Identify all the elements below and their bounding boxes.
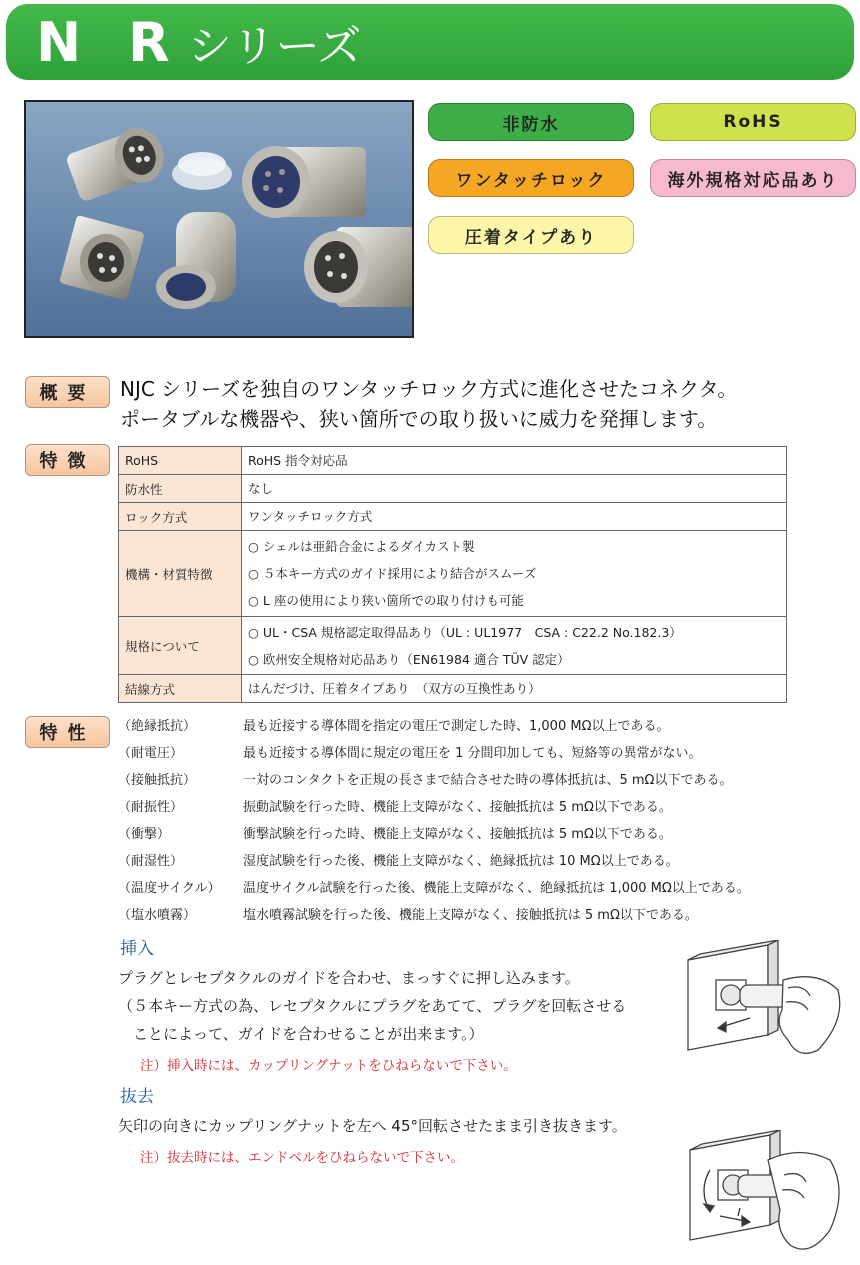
property-key: （衝撃） — [118, 827, 171, 842]
insertion-note: 注）挿入時には、カップリングナットをひねらないで下さい。 — [140, 1058, 517, 1074]
feature-key: 機構・材質特徴 — [119, 531, 242, 617]
badge-crimp-type: 圧着タイプあり — [428, 216, 634, 254]
feature-bullet: ○ UL・CSA 規格認定取得品あり（UL : UL1977 CSA : C22.2 No.182.3） — [248, 624, 682, 640]
feature-bullet: ○ 欧州安全規格対応品あり（EN61984 適合 TÜV 認定） — [248, 651, 570, 667]
feature-value — [242, 531, 787, 617]
insertion-line-3: ことによって、ガイドを合わせることが出来ます。） — [118, 1025, 484, 1043]
feature-value: ワンタッチロック方式 — [242, 503, 787, 531]
insertion-illustration — [678, 940, 848, 1074]
feature-value: はんだづけ、圧着タイプあり （双方の互換性あり） — [242, 675, 787, 703]
property-value: 一対のコンタクトを正規の長さまで結合させた時の導体抵抗は、5 mΩ以下である。 — [243, 773, 733, 788]
overview-label: 概要 — [25, 376, 110, 408]
table-row — [119, 475, 787, 503]
property-value: 塩水噴霧試験を行った後、機能上支障がなく、接触抵抗は 5 mΩ以下である。 — [243, 908, 698, 923]
list-item — [118, 738, 848, 765]
insertion-line-2: （５本キー方式の為、レセプタクルにプラグをあてて、プラグを回転させる — [118, 997, 627, 1015]
features-label: 特徴 — [25, 444, 110, 476]
list-item — [118, 873, 848, 900]
feature-key: ロック方式 — [119, 503, 242, 531]
feature-bullet: ○ L 座の使用により狭い箇所での取り付けも可能 — [248, 593, 524, 608]
removal-note: 注）抜去時には、エンドベルをひねらないで下さい。 — [140, 1150, 464, 1166]
feature-value: RoHS 指令対応品 — [242, 447, 787, 475]
badge-rohs: RoHS — [650, 103, 856, 141]
table-row — [119, 447, 787, 475]
feature-key: 規格について — [119, 617, 242, 675]
title-series: シリーズ — [187, 21, 362, 72]
feature-key: 結線方式 — [119, 675, 242, 703]
list-item — [118, 711, 848, 738]
property-value: 温度サイクル試験を行った後、機能上支障がなく、絶縁抵抗は 1,000 MΩ以上である。 — [243, 881, 750, 896]
property-key: （絶縁抵抗） — [118, 719, 197, 734]
badge-overseas-standard: 海外規格対応品あり — [650, 159, 856, 197]
property-key: （接触抵抗） — [118, 773, 197, 788]
features-table — [118, 446, 787, 703]
title-bar — [6, 4, 854, 80]
table-row — [119, 531, 787, 617]
removal-heading: 抜去 — [120, 1087, 154, 1107]
properties-label: 特性 — [25, 716, 110, 748]
insertion-text — [118, 964, 626, 1048]
property-key: （耐電圧） — [118, 746, 184, 761]
property-key: （耐振性） — [118, 800, 184, 815]
property-value: 振動試験を行った時、機能上支障がなく、接触抵抗は 5 mΩ以下である。 — [243, 800, 672, 815]
table-row — [119, 617, 787, 675]
overview-text — [120, 374, 737, 434]
title-nr: N R — [36, 10, 184, 74]
table-row — [119, 503, 787, 531]
product-photo — [24, 100, 414, 338]
feature-value: なし — [242, 475, 787, 503]
list-item — [118, 792, 848, 819]
badge-one-touch-lock: ワンタッチロック — [428, 159, 634, 197]
property-key: （温度サイクル） — [118, 881, 221, 896]
feature-bullet: ○ ５本キー方式のガイド採用により結合がスムーズ — [248, 566, 537, 581]
list-item — [118, 765, 848, 792]
insertion-line-1: プラグとレセプタクルのガイドを合わせ、まっすぐに押し込みます。 — [118, 969, 580, 987]
feature-key: RoHS — [119, 447, 242, 475]
list-item — [118, 846, 848, 873]
insertion-heading: 挿入 — [120, 939, 154, 959]
property-value: 湿度試験を行った後、機能上支障がなく、絶縁抵抗は 10 MΩ以上である。 — [243, 854, 679, 869]
overview-line-2: ポータブルな機器や、狭い箇所での取り扱いに威力を発揮します。 — [120, 407, 718, 431]
feature-key: 防水性 — [119, 475, 242, 503]
property-value: 衝撃試験を行った時、機能上支障がなく、接触抵抗は 5 mΩ以下である。 — [243, 827, 672, 842]
feature-value — [242, 617, 787, 675]
list-item — [118, 819, 848, 846]
property-key: （耐湿性） — [118, 854, 184, 869]
removal-text: 矢印の向きにカップリングナットを左へ 45°回転させたまま引き抜きます。 — [118, 1117, 627, 1135]
feature-bullet: ○ シェルは亜鉛合金によるダイカスト製 — [248, 539, 475, 554]
list-item — [118, 900, 848, 927]
property-value: 最も近接する導体間に規定の電圧を 1 分間印加しても、短絡等の異常がない。 — [243, 746, 702, 761]
properties-list — [118, 711, 848, 927]
property-key: （塩水噴霧） — [118, 908, 197, 923]
overview-line-1: NJC シリーズを独自のワンタッチロック方式に進化させたコネクタ。 — [120, 377, 738, 401]
table-row — [119, 675, 787, 703]
property-value: 最も近接する導体間を指定の電圧で測定した時、1,000 MΩ以上である。 — [243, 719, 670, 734]
removal-illustration — [680, 1130, 850, 1264]
badge-non-waterproof: 非防水 — [428, 103, 634, 141]
